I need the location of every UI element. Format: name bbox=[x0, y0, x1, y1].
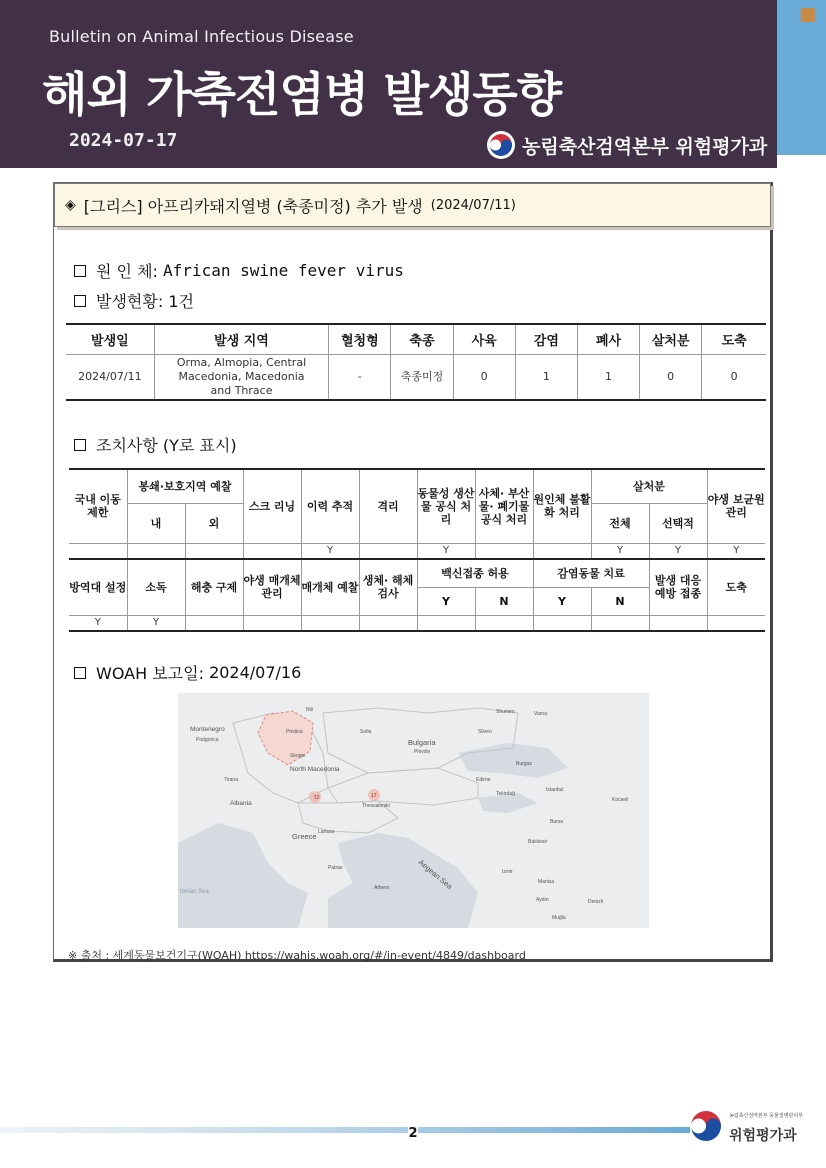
table-cell: Y bbox=[417, 543, 475, 559]
map-label: Istanbul bbox=[546, 787, 564, 793]
status-line bbox=[74, 289, 194, 312]
checkbox-square-icon bbox=[74, 295, 86, 307]
org-name: 농림축산검역본부 위험평가과 bbox=[522, 135, 768, 158]
table-cell: 0 bbox=[640, 354, 702, 400]
map-label: Athens bbox=[374, 885, 390, 891]
agent-line bbox=[74, 259, 404, 282]
map-label: Pristina bbox=[286, 729, 303, 735]
table-cell: 0 bbox=[702, 354, 766, 400]
table-cell bbox=[243, 543, 301, 559]
table-cell: Y bbox=[707, 543, 765, 559]
table-cell bbox=[417, 615, 475, 631]
table-header: N bbox=[475, 587, 533, 615]
table-header: 외 bbox=[185, 503, 243, 543]
source-note: ※ 출처 : 세계동물보건기구(WOAH) https://wahis.woah.org/#/in-event/4849/dashboard bbox=[68, 949, 526, 962]
map-label: Patras bbox=[328, 865, 343, 871]
table-header: 사체· 부산물· 폐기물 공식 처리 bbox=[475, 469, 533, 543]
agent-label: 원 인 체: bbox=[96, 262, 158, 281]
measures-header-row bbox=[69, 469, 765, 503]
table-cell bbox=[359, 615, 417, 631]
table-header: 야생 보균원 관리 bbox=[707, 469, 765, 543]
outbreak-table bbox=[66, 323, 766, 401]
map-label: Bulgaria bbox=[408, 738, 436, 747]
table-header: 도축 bbox=[702, 324, 766, 354]
table-cell bbox=[475, 615, 533, 631]
table-header: 매개체 예찰 bbox=[301, 559, 359, 615]
map-label: Varna bbox=[534, 711, 547, 717]
map-label: Skopje bbox=[290, 753, 306, 759]
taeguk-emblem-icon bbox=[486, 130, 516, 160]
woah-label: WOAH 보고일: bbox=[96, 664, 204, 683]
report-title: [그리스] 아프리카돼지열병 (축종미정) 추가 발생 bbox=[83, 196, 423, 216]
map-label: Plovdiv bbox=[414, 749, 431, 755]
measures-heading bbox=[74, 433, 237, 456]
table-cell bbox=[127, 543, 185, 559]
map-label: Larissa bbox=[318, 829, 335, 835]
table-header: 사육 bbox=[453, 324, 515, 354]
page-number: 2 bbox=[408, 1126, 418, 1141]
table-cell: Y bbox=[127, 615, 185, 631]
table-header: 축종 bbox=[391, 324, 453, 354]
table-header: 방역대 설정 bbox=[69, 559, 127, 615]
table-cell: Y bbox=[301, 543, 359, 559]
table-header-row bbox=[66, 324, 766, 354]
checkbox-square-icon bbox=[74, 667, 86, 679]
map-label: Montenegro bbox=[190, 726, 225, 733]
map-label: Albania bbox=[230, 800, 252, 807]
map-label: Niš bbox=[306, 707, 314, 713]
table-cell: - bbox=[329, 354, 391, 400]
table-cell: Orma, Almopia, Central Macedonia, Macedonia and Thrace bbox=[154, 354, 328, 400]
org-label bbox=[486, 128, 767, 162]
header-banner bbox=[0, 0, 777, 168]
table-cell bbox=[591, 615, 649, 631]
table-header: 국내 이동 제한 bbox=[69, 469, 127, 543]
measures-table bbox=[69, 468, 765, 632]
table-header: 내 bbox=[127, 503, 185, 543]
table-cell bbox=[185, 543, 243, 559]
table-header: 혈청형 bbox=[329, 324, 391, 354]
map-svg bbox=[178, 693, 649, 928]
checkbox-square-icon bbox=[74, 439, 86, 451]
woah-date: 2024/07/16 bbox=[209, 663, 302, 682]
table-header: 발생 대응 예방 접종 bbox=[649, 559, 707, 615]
measures-header-row-2 bbox=[69, 559, 765, 587]
table-header: 야생 매개체 관리 bbox=[243, 559, 301, 615]
table-header: 살처분 bbox=[591, 469, 707, 503]
table-cell bbox=[649, 615, 707, 631]
map-label: Tekirdağ bbox=[496, 791, 515, 797]
diamond-icon: ◈ bbox=[65, 197, 76, 213]
map-label: Edirne bbox=[476, 777, 491, 783]
marker-label: 12 bbox=[314, 795, 320, 801]
map-label: Kocaeli bbox=[612, 797, 629, 803]
map-label: Muğla bbox=[552, 915, 566, 921]
table-header: 생체· 해체 검사 bbox=[359, 559, 417, 615]
map-label: Sliven bbox=[478, 729, 492, 735]
table-cell bbox=[243, 615, 301, 631]
table-header: 소독 bbox=[127, 559, 185, 615]
table-header: 감염 bbox=[515, 324, 577, 354]
table-cell bbox=[69, 543, 127, 559]
map-label: Thessaloniki bbox=[362, 803, 390, 809]
table-cell bbox=[533, 615, 591, 631]
table-cell: Y bbox=[649, 543, 707, 559]
map-label: Bursa bbox=[550, 819, 564, 825]
footer-org-small: 농림축산검역본부 동물질병관리부 bbox=[729, 1113, 804, 1119]
table-row bbox=[69, 543, 765, 559]
table-cell bbox=[185, 615, 243, 631]
report-box bbox=[53, 182, 773, 962]
map-label: Balıkesir bbox=[528, 839, 548, 845]
agent-value: African swine fever virus bbox=[163, 261, 404, 280]
table-header: 이력 추적 bbox=[301, 469, 359, 543]
table-cell: 0 bbox=[453, 354, 515, 400]
measures-label: 조치사항 (Y로 표시) bbox=[96, 436, 237, 455]
map-label: Izmir bbox=[502, 869, 513, 875]
checkbox-square-icon bbox=[74, 265, 86, 277]
table-cell bbox=[707, 615, 765, 631]
table-header: 원인체 불활화 처리 bbox=[533, 469, 591, 543]
taeguk-emblem-icon bbox=[687, 1107, 725, 1145]
table-cell: 축종미정 bbox=[391, 354, 453, 400]
report-title-date: (2024/07/11) bbox=[430, 197, 516, 213]
table-header: 스크 리닝 bbox=[243, 469, 301, 543]
table-header: 선택적 bbox=[649, 503, 707, 543]
map-label: Manisa bbox=[538, 879, 555, 885]
table-cell: 1 bbox=[577, 354, 639, 400]
table-cell bbox=[301, 615, 359, 631]
side-accent-mini bbox=[801, 8, 815, 22]
table-cell: 2024/07/11 bbox=[66, 354, 154, 400]
table-header: 백신접종 허용 bbox=[417, 559, 533, 587]
map-label: Denizli bbox=[588, 899, 604, 905]
table-header: 감염동물 치료 bbox=[533, 559, 649, 587]
woah-line bbox=[74, 661, 301, 684]
page-title: 해외 가축전염병 발생동향 bbox=[42, 68, 562, 123]
table-header: 발생 지역 bbox=[154, 324, 328, 354]
map-label: Podgorica bbox=[196, 737, 219, 743]
table-header: 해충 구제 bbox=[185, 559, 243, 615]
map-label: Burgas bbox=[516, 761, 532, 767]
map-label: Greece bbox=[292, 832, 317, 841]
footer-gradient-line bbox=[0, 1127, 690, 1133]
status-value: 1건 bbox=[168, 292, 194, 311]
table-header: 폐사 bbox=[577, 324, 639, 354]
table-header: Y bbox=[417, 587, 475, 615]
table-header: 봉쇄·보호지역 예찰 bbox=[127, 469, 243, 503]
table-cell: Y bbox=[69, 615, 127, 631]
map-label: Aydın bbox=[536, 897, 549, 903]
issue-date: 2024-07-17 bbox=[69, 130, 178, 151]
table-header: 동물성 생산물 공식 처리 bbox=[417, 469, 475, 543]
table-cell bbox=[533, 543, 591, 559]
table-header: 발생일 bbox=[66, 324, 154, 354]
outbreak-map bbox=[178, 693, 649, 928]
table-header: 전체 bbox=[591, 503, 649, 543]
report-title-bar bbox=[54, 183, 771, 227]
table-cell: 1 bbox=[515, 354, 577, 400]
table-row bbox=[66, 354, 766, 400]
table-cell bbox=[475, 543, 533, 559]
footer-org: 위험평가과 bbox=[729, 1128, 797, 1144]
map-label: Tirana bbox=[224, 777, 238, 783]
table-row bbox=[69, 615, 765, 631]
table-header: 격리 bbox=[359, 469, 417, 543]
table-cell bbox=[359, 543, 417, 559]
marker-label: 17 bbox=[371, 793, 377, 799]
table-header: 살처분 bbox=[640, 324, 702, 354]
map-label: North Macedonia bbox=[290, 766, 340, 773]
table-header: Y bbox=[533, 587, 591, 615]
side-accent-block bbox=[777, 0, 826, 155]
bulletin-subtitle: Bulletin on Animal Infectious Disease bbox=[49, 27, 354, 46]
map-label: Shumen bbox=[496, 709, 515, 715]
map-label: Ionian Sea bbox=[180, 889, 209, 895]
status-label: 발생현황: bbox=[96, 292, 164, 311]
table-cell: Y bbox=[591, 543, 649, 559]
map-label: Aegean Sea bbox=[416, 857, 455, 892]
table-header: 도축 bbox=[707, 559, 765, 615]
table-header: N bbox=[591, 587, 649, 615]
map-label: Sofia bbox=[360, 729, 372, 735]
